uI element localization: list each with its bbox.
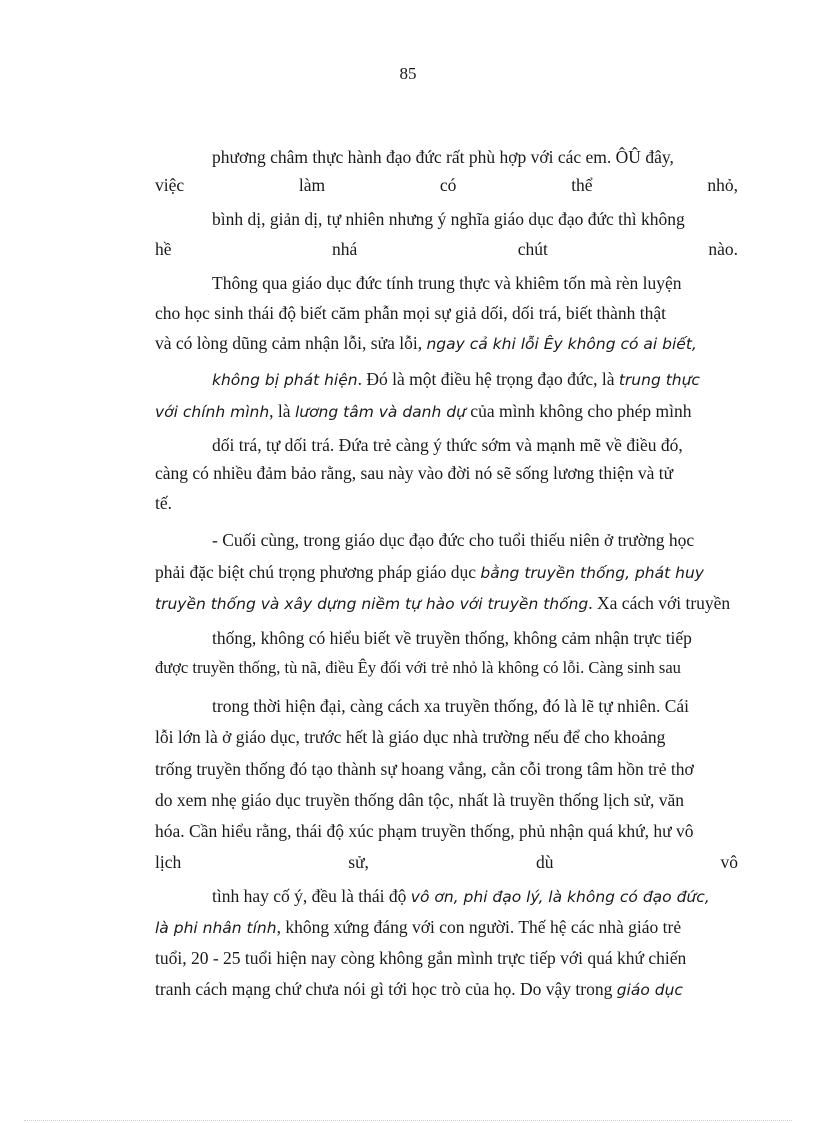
text-span: trong thời hiện đại, càng cách xa truyền thống, đó là lẽ tự nhiên. Cái: [212, 696, 690, 716]
text-line: [155, 978, 683, 1001]
text-line: [155, 726, 665, 748]
text-line: [155, 789, 684, 811]
text-span: dối trá, tự dối trá. Đứa trẻ càng ý thức sớm và mạnh mẽ về điều đó,: [212, 435, 683, 455]
italic-span: ngay cả khi lỗi Êy không có ai biết,: [426, 335, 697, 353]
word: nào.: [708, 239, 738, 259]
text-span: tuổi, 20 - 25 tuổi hiện nay còng không gắn mình trực tiếp với quá khứ chiến: [155, 948, 687, 968]
text-span: cho học sinh thái độ biết căm phẫn mọi sự giả dối, dối trá, biết thành thật: [155, 303, 667, 323]
text-line: [155, 332, 697, 355]
text-line-justified: [155, 851, 738, 873]
word: nhỏ,: [707, 175, 738, 195]
text-line: [212, 208, 685, 230]
text-line: [212, 272, 681, 294]
text-span: phải đặc biệt chú trọng phương pháp giáo dục: [155, 562, 481, 582]
italic-span: vô ơn, phi đạo lý, là không có đạo đức,: [410, 888, 710, 906]
text-span: do xem nhẹ giáo dục truyền thống dân tộc, nhất là truyền thống lịch sử, văn: [155, 790, 685, 810]
text-span: trống truyền thống đó tạo thành sự hoang vắng, cằn cỗi trong tâm hồn trẻ thơ: [155, 759, 694, 779]
word: nhá: [331, 239, 358, 259]
italic-span: trung thực: [618, 371, 700, 389]
text-line: [155, 758, 694, 780]
word: sử,: [348, 852, 369, 872]
text-span: . Xa cách với truyền: [588, 593, 731, 613]
text-span: . Đó là một điều hệ trọng đạo đức, là: [357, 369, 619, 389]
text-line: [212, 368, 700, 391]
text-span: của mình không cho phép mình: [465, 401, 692, 421]
page-bottom-edge: [24, 1120, 792, 1121]
italic-span: với chính mình: [155, 403, 270, 421]
word: có: [439, 175, 457, 195]
text-span: tình hay cố ý, đều là thái độ: [212, 886, 411, 906]
text-span: hóa. Cần hiểu rằng, thái độ xúc phạm truyền thống, phủ nhận quá khứ, hư vô: [155, 821, 694, 841]
page-number: 85: [399, 64, 417, 83]
word: chút: [517, 239, 548, 259]
text-span: , là: [269, 401, 295, 421]
text-span: bình dị, giản dị, tự nhiên nhưng ý nghĩa giáo dục đạo đức thì không: [212, 209, 685, 229]
italic-span: lương tâm và danh dự: [294, 403, 466, 421]
text-line: [212, 529, 694, 551]
text-line: [155, 400, 691, 423]
word: làm: [298, 175, 326, 195]
italic-span: giáo dục: [616, 981, 683, 999]
text-line: [212, 885, 710, 908]
text-span: phương châm thực hành đạo đức rất phù hợp với các em. ÔÛ đây,: [212, 147, 674, 167]
text-span: - Cuối cùng, trong giáo dục đạo đức cho tuổi thiếu niên ở trường học: [212, 530, 695, 550]
text-line: [155, 820, 694, 842]
text-line-justified: [155, 174, 738, 196]
italic-span: bằng truyền thống, phát huy: [480, 564, 704, 582]
text-line-justified: [155, 238, 738, 260]
text-line: [155, 462, 673, 484]
word: việc: [155, 175, 185, 195]
italic-span: không bị phát hiện: [212, 371, 358, 389]
text-span: được truyền thống, tù nã, điều Êy đối với trẻ nhỏ là không có lỗi. Càng sinh sau: [155, 658, 681, 677]
text-span: và có lòng dũng cảm nhận lỗi, sửa lỗi,: [155, 333, 427, 353]
text-span: tranh cách mạng chứ chưa nói gì tới học trò của họ. Do vậy trong: [155, 979, 617, 999]
text-span: , không xứng đáng với con người. Thế hệ các nhà giáo trẻ: [276, 917, 682, 937]
text-line: [155, 592, 730, 615]
text-line: [155, 916, 681, 939]
italic-span: là phi nhân tính: [155, 919, 277, 937]
text-line: [212, 434, 683, 456]
word: thể: [571, 175, 593, 195]
text-line: [212, 146, 674, 168]
text-line: [155, 492, 172, 514]
text-span: càng có nhiều đảm bảo rằng, sau này vào đời nó sẽ sống lương thiện và tử: [155, 463, 674, 483]
text-line: [212, 627, 692, 649]
text-line: [212, 695, 689, 717]
text-line: [155, 302, 666, 324]
text-span: tế.: [155, 493, 173, 513]
text-span: Thông qua giáo dục đức tính trung thực và khiêm tốn mà rèn luyện: [212, 273, 682, 293]
text-line: [155, 947, 686, 969]
text-span: lỗi lớn là ở giáo dục, trước hết là giáo dục nhà trường nếu để cho khoảng: [155, 727, 666, 747]
word: vô: [720, 852, 738, 872]
word: lịch: [155, 852, 182, 872]
word: dù: [535, 852, 554, 872]
italic-span: truyền thống và xây dựng niềm tự hào với truyền thống: [155, 595, 589, 613]
text-line: [155, 561, 704, 584]
text-span: thống, không có hiểu biết về truyền thống, không cảm nhận trực tiếp: [212, 628, 692, 648]
text-line: [155, 657, 681, 679]
word: hề: [155, 239, 172, 259]
